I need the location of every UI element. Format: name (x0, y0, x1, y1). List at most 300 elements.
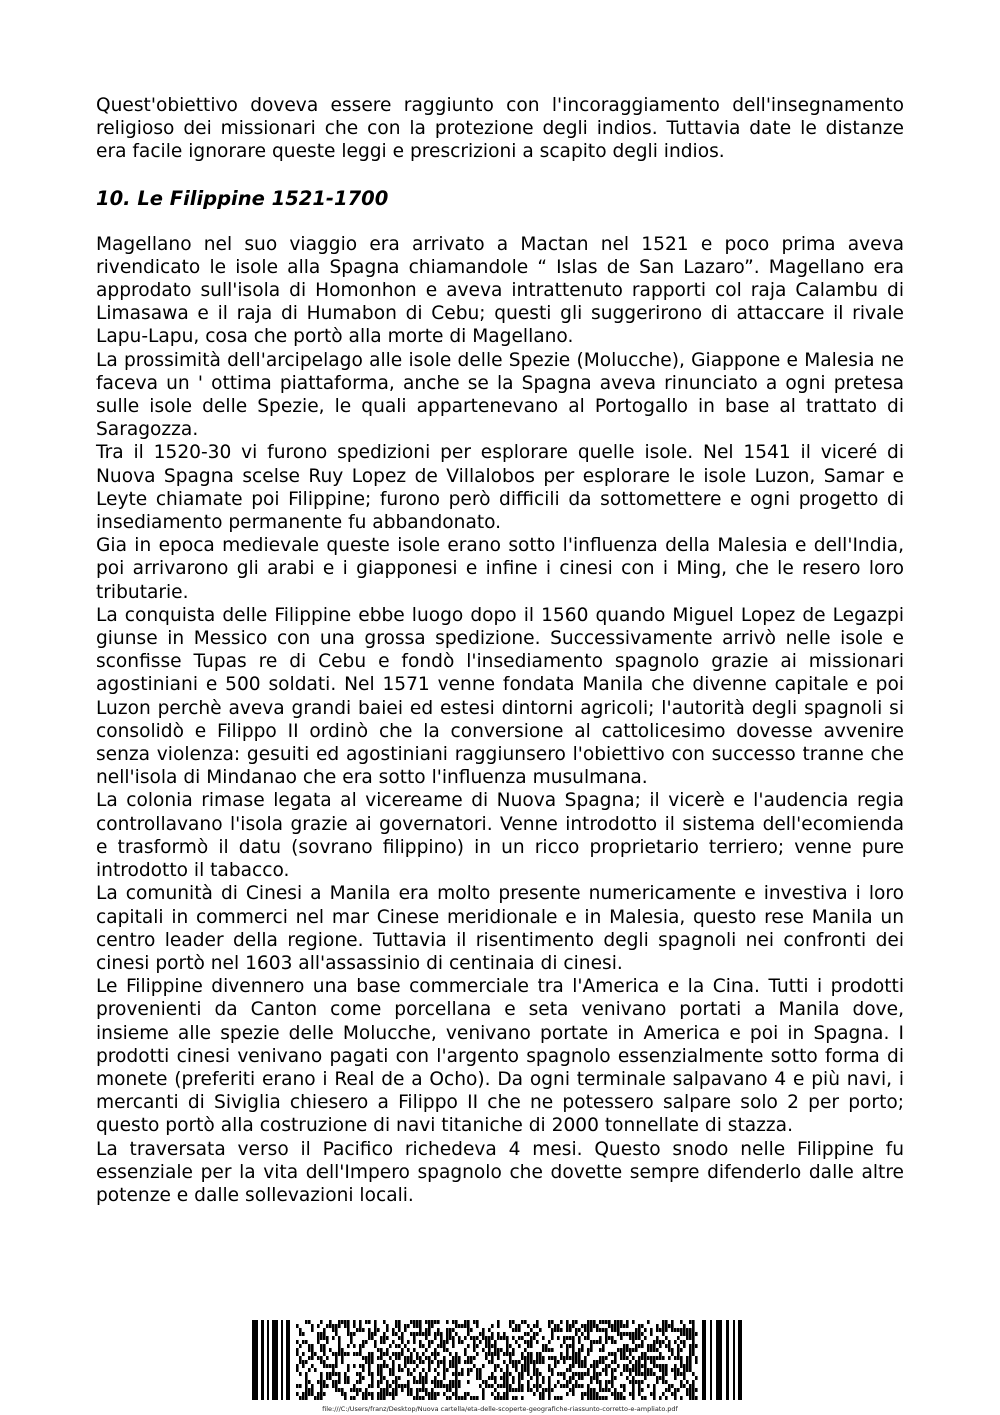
barcode-bar (656, 1348, 659, 1352)
barcode-bar (491, 1324, 494, 1328)
barcode-bar (572, 1324, 575, 1328)
barcode-bar (638, 1344, 641, 1348)
barcode-bar (578, 1364, 581, 1368)
barcode-bar (296, 1392, 299, 1396)
barcode-bar (572, 1392, 575, 1396)
barcode-bar (416, 1356, 419, 1360)
barcode-bar (485, 1336, 488, 1340)
barcode-bar (641, 1380, 644, 1384)
barcode-bar (665, 1380, 668, 1384)
barcode-bar (317, 1336, 320, 1340)
barcode-bar (503, 1380, 506, 1384)
barcode-bar (428, 1356, 431, 1360)
barcode-bar (638, 1384, 641, 1388)
barcode-bar (329, 1348, 332, 1352)
barcode-bar (626, 1324, 629, 1328)
barcode-bar (482, 1328, 485, 1332)
barcode-bar (575, 1380, 578, 1384)
barcode-bar (383, 1392, 386, 1396)
barcode-bar (407, 1380, 410, 1384)
barcode-bar (344, 1396, 347, 1400)
barcode-bar (506, 1388, 509, 1392)
barcode-bar (413, 1376, 416, 1380)
barcode-bar (512, 1364, 515, 1368)
barcode-bar (605, 1380, 608, 1384)
barcode-bar (425, 1392, 428, 1396)
barcode-bar (599, 1388, 602, 1392)
barcode-bar (416, 1396, 419, 1400)
barcode-bar (347, 1376, 350, 1380)
barcode-bar (680, 1372, 683, 1376)
body-paragraph: La traversata verso il Pacifico richedeva 4 mesi. Questo snodo nelle Filippine fu essenziale per la vita dell'Impero spagnolo che dovette sempre difenderlo dalle altre potenze e dalle sollevazioni locali. (96, 1138, 904, 1206)
barcode-bar (437, 1372, 440, 1376)
barcode-bar (560, 1344, 563, 1348)
barcode-bar (371, 1376, 374, 1380)
barcode-bar (539, 1396, 542, 1400)
barcode-bar (527, 1356, 530, 1360)
barcode-bar (530, 1376, 533, 1380)
barcode-bar (506, 1392, 509, 1396)
barcode-bar (473, 1320, 476, 1324)
barcode-bar (416, 1392, 419, 1396)
barcode-bar (464, 1336, 467, 1340)
barcode-bar (524, 1332, 527, 1336)
barcode-bar (695, 1332, 698, 1336)
barcode-bar (683, 1340, 686, 1344)
barcode-bar (662, 1376, 665, 1380)
barcode-bar (686, 1356, 689, 1360)
barcode-bar (347, 1352, 350, 1356)
barcode-bar (410, 1392, 413, 1396)
barcode-bar (464, 1392, 467, 1396)
barcode-bar (338, 1388, 341, 1392)
barcode-bar (368, 1384, 371, 1388)
barcode-bar (533, 1332, 536, 1336)
barcode-bar (395, 1392, 398, 1396)
barcode-bar (602, 1320, 605, 1324)
barcode-bar (554, 1356, 557, 1360)
barcode-bar (482, 1336, 485, 1340)
barcode-bar (335, 1328, 338, 1332)
barcode-bar (581, 1360, 584, 1364)
barcode-bar (368, 1360, 371, 1364)
barcode-bar (572, 1376, 575, 1380)
barcode-bar (365, 1392, 368, 1396)
barcode-bar (311, 1344, 314, 1348)
barcode-bar (286, 1320, 290, 1400)
barcode-bar (446, 1332, 449, 1336)
barcode-bar (359, 1380, 362, 1384)
barcode-bar (323, 1348, 326, 1352)
barcode-bar (365, 1340, 368, 1344)
barcode-bar (341, 1320, 344, 1324)
barcode-bar (377, 1384, 380, 1388)
barcode-bar (341, 1388, 344, 1392)
barcode-bar (521, 1336, 524, 1340)
barcode-bar (434, 1320, 437, 1324)
barcode-bar (500, 1368, 503, 1372)
barcode-bar (638, 1360, 641, 1364)
barcode-bar (614, 1352, 617, 1356)
barcode-bar (476, 1368, 479, 1372)
barcode-bar (302, 1360, 305, 1364)
barcode-bar (539, 1360, 542, 1364)
barcode-bar (443, 1348, 446, 1352)
barcode-bar (521, 1376, 524, 1380)
barcode-bar (632, 1380, 635, 1384)
barcode-bar (407, 1372, 410, 1376)
barcode-bar (512, 1348, 515, 1352)
barcode-bar (428, 1324, 431, 1328)
barcode-bar (434, 1392, 437, 1396)
barcode-bar (557, 1324, 560, 1328)
barcode-bar (335, 1372, 338, 1376)
barcode-bar (380, 1388, 383, 1392)
barcode-bar (527, 1352, 530, 1356)
barcode-bar (443, 1392, 446, 1396)
barcode-bar (434, 1356, 437, 1360)
barcode-bar (296, 1364, 299, 1368)
barcode-bar (419, 1372, 422, 1376)
barcode-bar (413, 1368, 416, 1372)
barcode-bar (608, 1364, 611, 1368)
barcode-bar (626, 1348, 629, 1352)
barcode-bar (692, 1320, 695, 1324)
barcode-bar (467, 1380, 470, 1384)
barcode-bar (596, 1324, 599, 1328)
barcode-bar (413, 1380, 416, 1384)
barcode-bar (578, 1360, 581, 1364)
barcode-bar (359, 1328, 362, 1332)
barcode-bar (614, 1368, 617, 1372)
barcode-bar (578, 1352, 581, 1356)
barcode-bar (584, 1360, 587, 1364)
barcode-bar (410, 1372, 413, 1376)
barcode-bar (455, 1364, 458, 1368)
barcode-bar (386, 1324, 389, 1328)
barcode-bar (551, 1320, 554, 1324)
barcode-bar (494, 1368, 497, 1372)
barcode-bar (419, 1344, 422, 1348)
barcode-bar (368, 1352, 371, 1356)
barcode-bar (644, 1336, 647, 1340)
barcode-bar (647, 1356, 650, 1360)
barcode-bar (302, 1352, 305, 1356)
barcode-bar (605, 1332, 608, 1336)
barcode-bar (647, 1320, 650, 1324)
barcode-bar (629, 1332, 632, 1336)
barcode-bar (431, 1388, 434, 1392)
barcode-bar (335, 1380, 338, 1384)
barcode-bar (467, 1332, 470, 1336)
barcode-bar (641, 1364, 644, 1368)
barcode-bar (686, 1364, 689, 1368)
barcode-bar (512, 1380, 515, 1384)
barcode-bar (440, 1336, 443, 1340)
barcode-bar (626, 1320, 629, 1324)
barcode-bar (680, 1328, 683, 1332)
barcode-bar (566, 1324, 569, 1328)
barcode-bar (299, 1344, 302, 1348)
barcode-bar (482, 1332, 485, 1336)
barcode-bar (650, 1332, 653, 1336)
barcode-bar (368, 1332, 371, 1336)
barcode-bar (659, 1376, 662, 1380)
barcode-bar (302, 1392, 305, 1396)
barcode-bar (437, 1384, 440, 1388)
barcode-bar (488, 1340, 491, 1344)
barcode-bar (569, 1388, 572, 1392)
barcode-bar (578, 1340, 581, 1344)
barcode-bar (551, 1356, 554, 1360)
barcode-bar (692, 1388, 695, 1392)
barcode-bar (506, 1384, 509, 1388)
barcode-bar (668, 1356, 671, 1360)
barcode-bar (674, 1368, 677, 1372)
barcode-bar (566, 1348, 569, 1352)
barcode-bar (419, 1328, 422, 1332)
barcode-bar (518, 1336, 521, 1340)
barcode-bar (317, 1332, 320, 1336)
barcode-bar (548, 1324, 551, 1328)
barcode-bar (455, 1324, 458, 1328)
barcode-bar (383, 1352, 386, 1356)
barcode-bar (563, 1376, 566, 1380)
barcode-bar (680, 1384, 683, 1388)
barcode-bar (554, 1360, 557, 1364)
barcode-bar (623, 1332, 626, 1336)
barcode-bar (536, 1380, 539, 1384)
barcode-bar (575, 1328, 578, 1332)
barcode-bar (557, 1380, 560, 1384)
barcode-bar (422, 1344, 425, 1348)
barcode-bar (656, 1324, 659, 1328)
barcode-bar (392, 1396, 395, 1400)
barcode-bar (503, 1384, 506, 1388)
barcode-bar (590, 1380, 593, 1384)
barcode-bar (581, 1384, 584, 1388)
barcode-bar (362, 1328, 365, 1332)
barcode-bar (446, 1396, 449, 1400)
barcode-bar (320, 1388, 323, 1392)
barcode-bar (497, 1324, 500, 1328)
barcode-bar (422, 1360, 425, 1364)
barcode-bar (551, 1348, 554, 1352)
barcode-bar (407, 1384, 410, 1388)
barcode-bar (359, 1364, 362, 1368)
barcode-bar (305, 1384, 308, 1388)
barcode-bar (593, 1320, 596, 1324)
barcode-bar (347, 1328, 350, 1332)
barcode-bar (668, 1340, 671, 1344)
barcode-bar (650, 1356, 653, 1360)
barcode-bar (392, 1340, 395, 1344)
barcode-bar (596, 1392, 599, 1396)
barcode-bar (641, 1352, 644, 1356)
barcode-bar (482, 1364, 485, 1368)
barcode-bar (380, 1356, 383, 1360)
barcode-bar (452, 1356, 455, 1360)
barcode-bar (587, 1328, 590, 1332)
barcode-bar (446, 1348, 449, 1352)
barcode-bar (671, 1348, 674, 1352)
barcode-bar (509, 1324, 512, 1328)
barcode-bar (551, 1336, 554, 1340)
barcode-bar (326, 1324, 329, 1328)
barcode-bar (329, 1324, 332, 1328)
barcode-bar (578, 1336, 581, 1340)
barcode-bar (536, 1376, 539, 1380)
barcode-bar (338, 1336, 341, 1340)
barcode-bar (368, 1320, 371, 1324)
barcode-bar (677, 1352, 680, 1356)
barcode-bar (317, 1392, 320, 1396)
barcode-bar (524, 1348, 527, 1352)
barcode-bar (410, 1320, 413, 1324)
barcode-bar (392, 1368, 395, 1372)
barcode-bar (605, 1396, 608, 1400)
barcode-bar (386, 1352, 389, 1356)
barcode-bar (590, 1328, 593, 1332)
barcode-bar (533, 1324, 536, 1328)
barcode-bar (617, 1392, 620, 1396)
barcode-bar (455, 1372, 458, 1376)
barcode-bar (305, 1376, 308, 1380)
barcode-graphic (252, 1320, 742, 1400)
barcode-bar (362, 1364, 365, 1368)
barcode-bar (443, 1344, 446, 1348)
barcode-bar (398, 1352, 401, 1356)
barcode-bar (446, 1336, 449, 1340)
barcode-bar (356, 1388, 359, 1392)
barcode-bar (635, 1348, 638, 1352)
barcode-bar (509, 1360, 512, 1364)
barcode-bar (692, 1380, 695, 1384)
barcode-bar (359, 1324, 362, 1328)
barcode-bar (386, 1384, 389, 1388)
barcode-bar (569, 1356, 572, 1360)
barcode-bar (353, 1352, 356, 1356)
body-paragraph: Gia in epoca medievale queste isole erano sotto l'influenza della Malesia e dell'India, poi arrivarono gli arabi e i giapponesi e infine i cinesi con i Ming, che le resero loro tributarie. (96, 535, 904, 603)
barcode-bar (392, 1380, 395, 1384)
barcode-bar (584, 1372, 587, 1376)
barcode-bar (521, 1372, 524, 1376)
barcode-bar (632, 1348, 635, 1352)
barcode-bar (548, 1392, 551, 1396)
barcode-bar (383, 1396, 386, 1400)
barcode-bar (365, 1356, 368, 1360)
barcode-bar (665, 1396, 668, 1400)
barcode-bar (641, 1388, 644, 1392)
barcode-bar (455, 1396, 458, 1400)
barcode-bar (671, 1328, 674, 1332)
barcode-bar (641, 1396, 644, 1400)
barcode-bar (371, 1380, 374, 1384)
barcode-bar (632, 1376, 635, 1380)
barcode-bar (683, 1368, 686, 1372)
barcode-bar (695, 1388, 698, 1392)
barcode-bar (479, 1372, 482, 1376)
barcode-bar (464, 1324, 467, 1328)
barcode-bar (542, 1388, 545, 1392)
barcode-bar (419, 1360, 422, 1364)
barcode-bar (509, 1344, 512, 1348)
barcode-bar (614, 1324, 617, 1328)
barcode-bar (560, 1356, 563, 1360)
barcode-bar (512, 1360, 515, 1364)
barcode-bar (629, 1352, 632, 1356)
barcode-bar (554, 1396, 557, 1400)
barcode-bar (647, 1384, 650, 1388)
barcode-bar (458, 1360, 461, 1364)
barcode-bar (548, 1380, 551, 1384)
barcode-bar (404, 1344, 407, 1348)
barcode-bar (299, 1372, 302, 1376)
barcode-bar (383, 1388, 386, 1392)
barcode-bar (653, 1388, 656, 1392)
barcode-bar (401, 1336, 404, 1340)
barcode-bar (407, 1340, 410, 1344)
barcode-bar (446, 1384, 449, 1388)
barcode-bar (581, 1324, 584, 1328)
barcode-bar (455, 1380, 458, 1384)
barcode-bar (317, 1324, 320, 1328)
barcode-bar (311, 1388, 314, 1392)
barcode-bar (359, 1348, 362, 1352)
barcode-bar (377, 1328, 380, 1332)
barcode-bar (662, 1356, 665, 1360)
barcode-bar (689, 1368, 692, 1372)
barcode-bar (422, 1376, 425, 1380)
barcode-bar (521, 1388, 524, 1392)
barcode-bar (662, 1364, 665, 1368)
barcode-bar (536, 1388, 539, 1392)
barcode-bar (644, 1372, 647, 1376)
barcode-bar (530, 1388, 533, 1392)
barcode-bar (416, 1332, 419, 1336)
barcode-bar (578, 1356, 581, 1360)
barcode-bar (674, 1388, 677, 1392)
barcode-bar (320, 1376, 323, 1380)
barcode-bar (491, 1392, 494, 1396)
barcode-bar (524, 1360, 527, 1364)
barcode-bar (527, 1384, 530, 1388)
barcode-bar (614, 1392, 617, 1396)
barcode-bar (344, 1392, 347, 1396)
barcode-bar (638, 1372, 641, 1376)
barcode-bar (527, 1360, 530, 1364)
barcode-bar (689, 1352, 692, 1356)
barcode-bar (617, 1364, 620, 1368)
barcode-bar (599, 1340, 602, 1344)
barcode-bar (458, 1372, 461, 1376)
barcode-bar (335, 1332, 338, 1336)
barcode-bar (671, 1368, 674, 1372)
barcode-bar (539, 1384, 542, 1388)
barcode-bar (335, 1324, 338, 1328)
barcode-bar (689, 1332, 692, 1336)
barcode-bar (344, 1372, 347, 1376)
barcode-bar (473, 1348, 476, 1352)
barcode-bar (620, 1348, 623, 1352)
barcode-bar (425, 1332, 428, 1336)
barcode-bar (590, 1364, 593, 1368)
barcode-bar (431, 1360, 434, 1364)
barcode-bar (362, 1344, 365, 1348)
barcode-bar (377, 1356, 380, 1360)
barcode-bar (680, 1332, 683, 1336)
barcode-bar (650, 1360, 653, 1364)
